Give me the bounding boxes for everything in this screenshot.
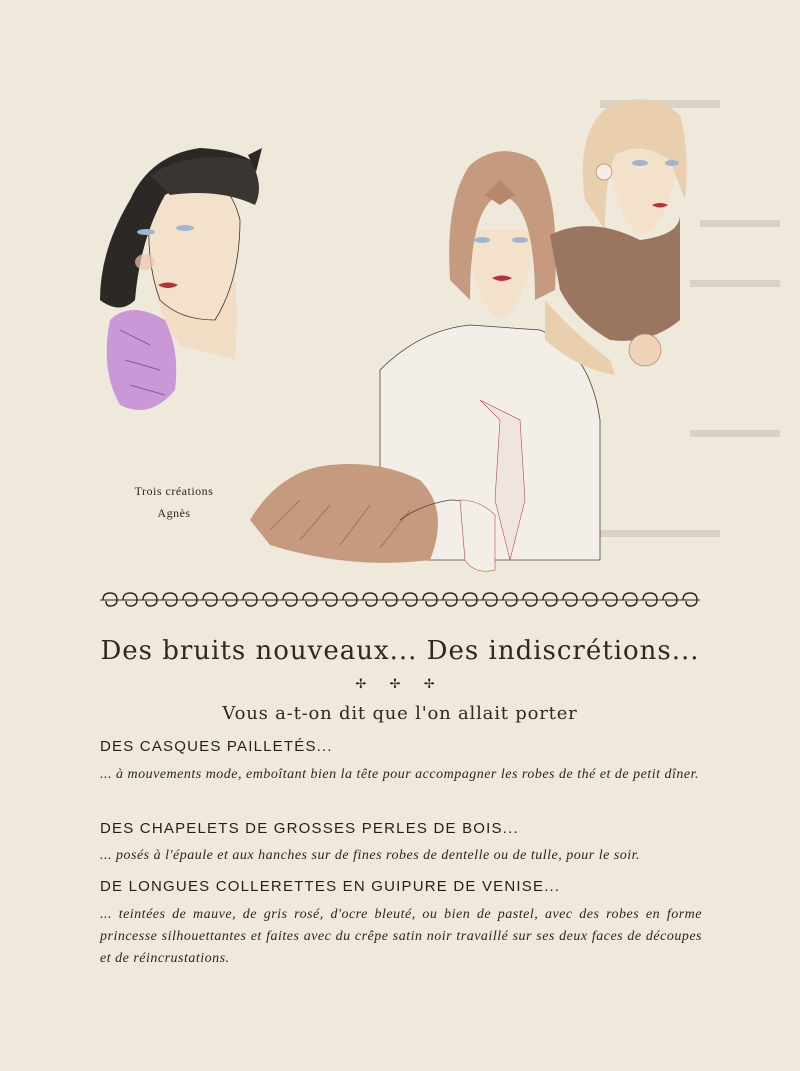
section-heading: DES CHAPELETS DE GROSSES PERLES DE BOIS... [100,820,519,837]
figure-black-hat [100,148,262,410]
star-divider: ✢ ✢ ✢ [355,676,445,691]
section-body: ... posés à l'épaule et aux hanches sur de fines robes de dentelle ou de tulle, pour le soir. [100,848,641,863]
figure-tan-cloche [250,151,600,571]
section-body: ... à mouvements mode, emboîtant bien la tête pour accompagner les robes de thé et de petit dîner. [100,767,700,782]
section-heading: DES CASQUES PAILLETÉS... [100,738,333,755]
section-heading: DE LONGUES COLLERETTES EN GUIPURE DE VENISE... [100,878,561,895]
article-intro: Vous a-t-on dit que l'on allait porter [222,703,578,724]
section-body: ... teintées de mauve, de gris rosé, d'ocre bleuté, ou bien de pastel, avec des robes en forme princesse silhouettantes et faites avec du crêpe satin noir travaillé sur ses deux faces de découpes et de réincrustations. [100,907,702,966]
caption-line-2: Agnès [157,506,191,520]
caption-line-1: Trois créations [134,484,214,498]
illustration-caption [118,480,230,524]
decorative-border [100,590,700,610]
article-title: Des bruits nouveaux... Des indiscrétions... [100,636,700,666]
figure-cream-cloche [545,99,687,375]
